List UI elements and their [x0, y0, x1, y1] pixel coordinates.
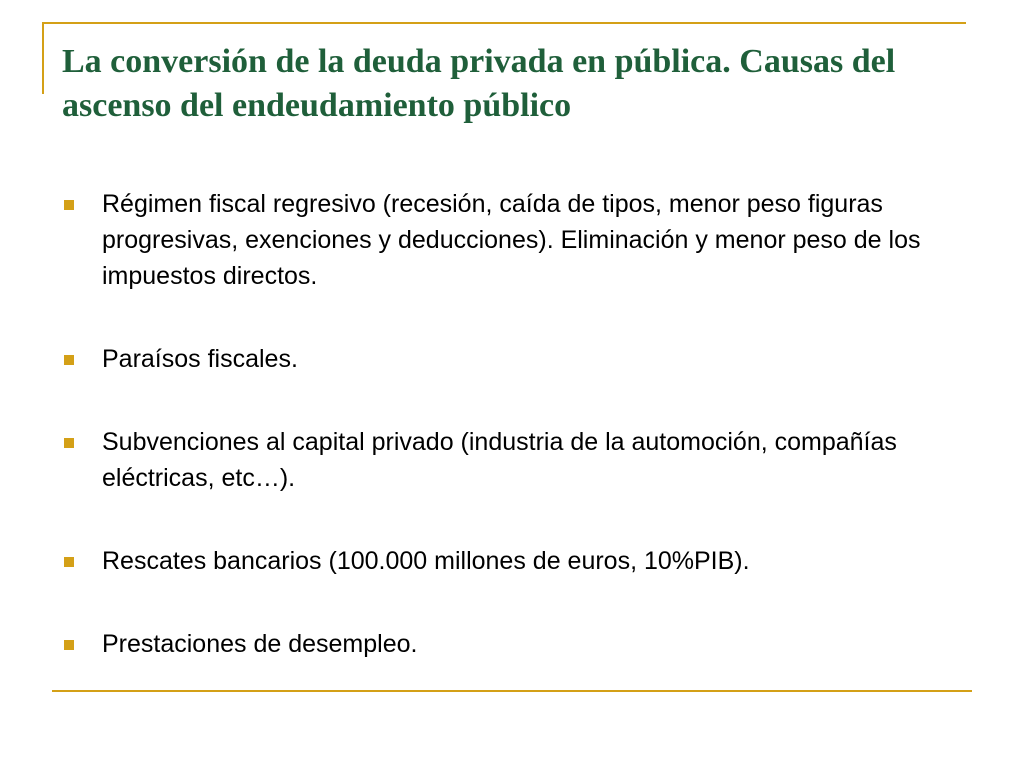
bullet-item-4 [62, 543, 962, 579]
square-bullet-icon [64, 557, 74, 567]
bullet-text: Rescates bancarios (100.000 millones de euros, 10%PIB). [102, 547, 750, 575]
square-bullet-icon [64, 355, 74, 365]
bullet-text: Paraísos fiscales. [102, 345, 298, 373]
slide-title: La conversión de la deuda privada en pública. Causas del ascenso del endeudamiento público [62, 43, 896, 124]
square-bullet-icon [64, 438, 74, 448]
bullet-item-1 [62, 186, 962, 294]
bullet-item-3 [62, 424, 962, 496]
square-bullet-icon [64, 640, 74, 650]
top-rule [42, 22, 966, 24]
bottom-rule [52, 690, 972, 692]
left-rule [42, 22, 44, 94]
bullet-item-5 [62, 626, 962, 662]
bullet-text: Régimen fiscal regresivo (recesión, caída de tipos, menor peso figuras progresivas, exenciones y deducciones). Eliminación y menor peso de los impuestos directos. [102, 190, 921, 290]
bullet-text: Subvenciones al capital privado (industria de la automoción, compañías eléctricas, etc…). [102, 428, 897, 492]
square-bullet-icon [64, 200, 74, 210]
bullet-item-2 [62, 341, 962, 377]
bullet-text: Prestaciones de desempleo. [102, 630, 418, 658]
bullet-list [62, 186, 962, 662]
